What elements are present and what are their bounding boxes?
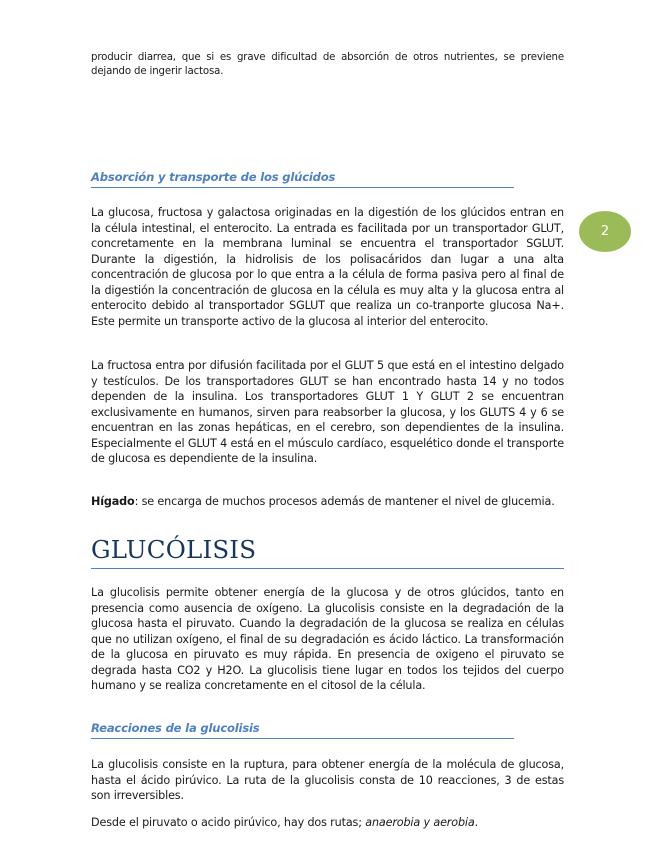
title-underline	[91, 568, 564, 569]
paragraph-absorcion-1: La glucosa, fructosa y galactosa originadas en la digestión de los glúcidos entran en la célula intestinal, el enterocito. La entrada es facilitada por un transportador GLUT, concretamente en la membrana luminal se encuentra el transportador SGLUT. Durante la digestión, la hidrolisis de los polisacáridos dan lugar a una alta concentración de glucosa por lo que entra a la célula de forma pasiva pero al final de la digestión la concentración de glucosa en la célula es muy alta y la glucosa entra al enterocito debido al transportador SGLUT que realiza un co-tranporte glucosa Na+. Este permite un transporte activo de la glucosa al interior del enterocito.	[91, 206, 564, 328]
higado-label: Hígado	[91, 495, 135, 508]
section-heading-absorcion: Absorción y transporte de los glúcidos	[91, 170, 336, 184]
chapter-title-glucolisis: GLUCÓLISIS	[91, 535, 257, 564]
rutas-italic: anaerobia y aerobia	[365, 816, 475, 829]
paragraph-absorcion-2: La fructosa entra por difusión facilitada por el GLUT 5 que está en el intestino delgado y testículos. De los transportadores GLUT se han encontrado hasta 14 y no todos dependen de la insulina. Los transportadores GLUT 1 Y GLUT 2 se encuentran exclusivamente en humanos, sirven para reabsorber la glucosa, y los GLUTS 4 y 6 se encuentran en las zonas hepáticas, en el cerebro, son dependientes de la insulina. Especialmente el GLUT 4 está en el músculo cardíaco, esquelético donde el transporte de glucosa es dependiente de la insulina.	[91, 359, 564, 465]
section-heading-reacciones: Reacciones de la glucolisis	[91, 721, 260, 735]
rutas-text-end: .	[474, 816, 478, 829]
page-number-badge: 2	[579, 211, 631, 252]
higado-text: : se encarga de muchos procesos además de mantener el nivel de glucemia.	[134, 495, 555, 508]
intro-paragraph: producir diarrea, que si es grave dificultad de absorción de otros nutrientes, se previene dejando de ingerir lactosa.	[91, 52, 564, 77]
heading-underline	[91, 187, 514, 188]
heading-underline	[91, 738, 514, 739]
paragraph-glucolisis-1: La glucolisis permite obtener energía de la glucosa y de otros glúcidos, tanto en presencia como ausencia de oxígeno. La glucolisis consiste en la degradación de la glucosa hasta el piruvato. Cuando la degradación de la glucosa se realiza en células que no utilizan oxígeno, el final de su degradación es ácido láctico. La transformación de la glucosa en piruvato es muy rápida. En presencia de oxigeno el piruvato se degrada hasta CO2 y H2O. La glucolisis tiene lugar en todos los tejidos del cuerpo humano y se realiza concretamente en el citosol de la célula.	[91, 586, 564, 692]
rutas-text-start: Desde el piruvato o acido pirúvico, hay dos rutas;	[91, 816, 366, 829]
paragraph-reacciones-2	[91, 815, 564, 831]
paragraph-higado	[91, 494, 564, 510]
paragraph-reacciones-1: La glucolisis consiste en la ruptura, para obtener energía de la molécula de glucosa, hasta el ácido pirúvico. La ruta de la glucolisis consta de 10 reacciones, 3 de estas son irreversibles.	[91, 758, 564, 802]
